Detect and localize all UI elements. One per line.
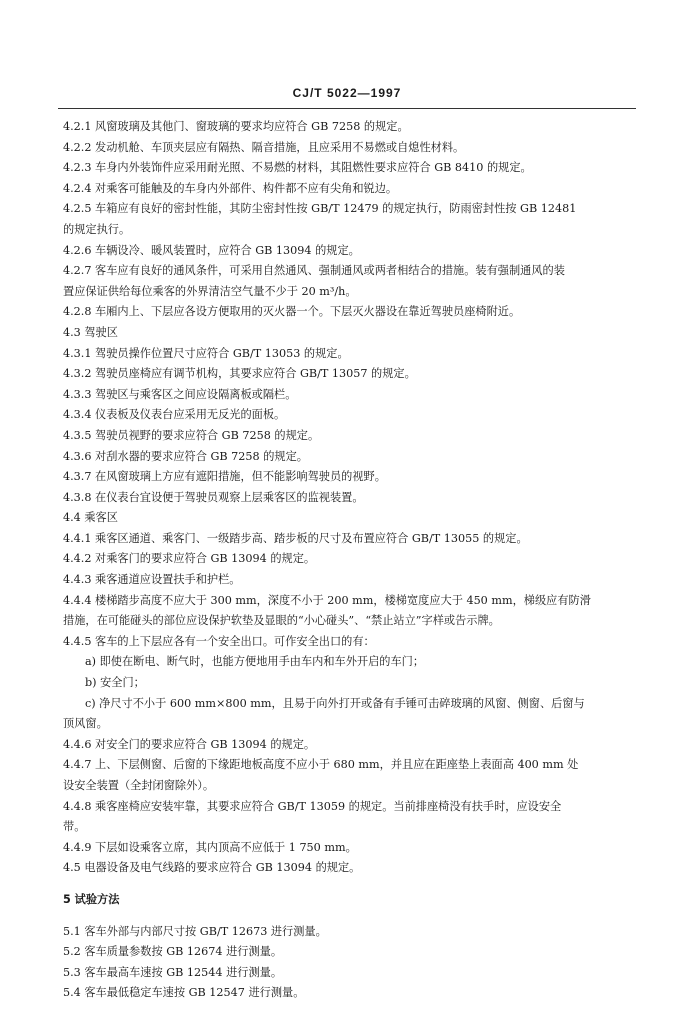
clause-4-3-4: 4.3.4 仪表板及仪表台应采用无反光的面板。	[63, 408, 286, 422]
clause-4-2-1: 4.2.1 风窗玻璃及其他门、窗玻璃的要求均应符合 GB 7258 的规定。	[63, 120, 409, 133]
clause-4-2-4: 4.2.4 对乘客可能触及的车身内外部件、构件都不应有尖角和锐边。	[63, 181, 398, 195]
clause-4-3-2: 4.3.2 驾驶员座椅应有调节机构，其要求应符合 GB/T 13057 的规定。	[63, 367, 416, 381]
clause-4-4-5-item-a: a) 即使在断电、断气时，也能方便地用手由车内和车外开启的车门；	[85, 655, 425, 669]
clause-4-4-8: 4.4.8 乘客座椅应安装牢靠，其要求应符合 GB/T 13059 的规定。当前排座椅没有扶手时，应设安全	[63, 799, 562, 813]
clause-4-4-5: 4.4.5 客车的上下层应各有一个安全出口。可作安全出口的有：	[63, 634, 375, 648]
section-gap	[63, 911, 635, 922]
section-gap	[63, 879, 635, 890]
section-4-3-heading: 4.3 驾驶区	[63, 325, 118, 339]
clause-5-3: 5.3 客车最高车速按 GB 12544 进行测量。	[63, 965, 283, 979]
clause-4-2-2: 4.2.2 发动机舱、车顶夹层应有隔热、隔音措施，且应采用不易燃或自熄性材料。	[63, 140, 465, 154]
document-body	[63, 117, 635, 1004]
clause-5-4: 5.4 客车最低稳定车速按 GB 12547 进行测量。	[63, 986, 305, 1000]
clause-4-2-5-cont: 的规定执行。	[63, 222, 131, 236]
clause-4-2-6: 4.2.6 车辆设冷、暖风装置时，应符合 GB 13094 的规定。	[63, 243, 360, 257]
header-rule	[58, 108, 636, 109]
section-5-heading: 5 试验方法	[63, 892, 120, 906]
clause-4-4-1: 4.4.1 乘客区通道、乘客门、一级踏步高、踏步板的尺寸及布置应符合 GB/T 13055 的规定。	[63, 531, 528, 545]
clause-4-4-9: 4.4.9 下层如设乘客立席，其内顶高不应低于 1 750 mm。	[63, 840, 357, 854]
clause-4-2-8: 4.2.8 车厢内上、下层应各设方便取用的灭火器一个。下层灭火器设在靠近驾驶员座椅附近。	[63, 305, 521, 319]
clause-5-1: 5.1 客车外部与内部尺寸按 GB/T 12673 进行测量。	[63, 924, 327, 938]
clause-4-3-6: 4.3.6 对刮水器的要求应符合 GB 7258 的规定。	[63, 449, 308, 463]
clause-4-2-7: 4.2.7 客车应有良好的通风条件，可采用自然通风、强制通风或两者相结合的措施。装有强制通风的装	[63, 264, 565, 278]
clause-4-4-5-item-c-cont: 顶风窗。	[63, 717, 108, 731]
clause-4-2-3: 4.2.3 车身内外装饰件应采用耐光照、不易燃的材料，其阻燃性要求应符合 GB 8410 的规定。	[63, 161, 532, 175]
clause-4-4-6: 4.4.6 对安全门的要求应符合 GB 13094 的规定。	[63, 737, 316, 751]
clause-4-4-4: 4.4.4 楼梯踏步高度不应大于 300 mm，深度不小于 200 mm，楼梯宽度应大于 450 mm，梯级应有防滑	[63, 593, 591, 607]
clause-4-2-5: 4.2.5 车箱应有良好的密封性能，其防尘密封性按 GB/T 12479 的规定执行，防雨密封性按 GB 12481	[63, 202, 577, 216]
section-4-4-heading: 4.4 乘客区	[63, 511, 118, 525]
clause-4-3-7: 4.3.7 在风窗玻璃上方应有遮阳措施，但不能影响驾驶员的视野。	[63, 470, 386, 484]
clause-4-5: 4.5 电器设备及电气线路的要求应符合 GB 13094 的规定。	[63, 861, 361, 875]
clause-4-4-3: 4.4.3 乘客通道应设置扶手和护栏。	[63, 573, 241, 587]
clause-4-4-7: 4.4.7 上、下层侧窗、后窗的下缘距地板高度不应小于 680 mm，并且应在距座垫上表面高 400 mm 处	[63, 758, 579, 772]
clause-4-3-8: 4.3.8 在仪表台宜设便于驾驶员观察上层乘客区的监视装置。	[63, 490, 364, 504]
clause-4-4-7-cont: 设安全装置（全封闭窗除外）。	[63, 779, 215, 792]
clause-4-4-8-cont: 带。	[63, 820, 86, 834]
clause-4-4-4-cont: 措施，在可能碰头的部位应设保护软垫及显眼的“小心碰头”、“禁止站立”字样或告示牌。	[63, 614, 500, 628]
clause-4-3-1: 4.3.1 驾驶员操作位置尺寸应符合 GB/T 13053 的规定。	[63, 346, 349, 360]
clause-4-4-2: 4.4.2 对乘客门的要求应符合 GB 13094 的规定。	[63, 552, 316, 566]
clause-4-4-5-item-c: c) 净尺寸不小于 600 mm×800 mm，且易于向外打开或备有手锤可击碎玻璃的风窗、侧窗、后窗与	[85, 696, 585, 710]
clause-4-3-5: 4.3.5 驾驶员视野的要求应符合 GB 7258 的规定。	[63, 428, 320, 442]
clause-4-2-7-cont: 置应保证供给每位乘客的外界清洁空气量不少于 20 m³/h。	[63, 284, 357, 298]
document-code-header: CJ/T 5022—1997	[292, 86, 402, 100]
clause-4-3-3: 4.3.3 驾驶区与乘客区之间应设隔离板或隔栏。	[63, 387, 297, 401]
clause-5-2: 5.2 客车质量参数按 GB 12674 进行测量。	[63, 945, 283, 959]
clause-4-4-5-item-b: b) 安全门；	[85, 676, 145, 690]
